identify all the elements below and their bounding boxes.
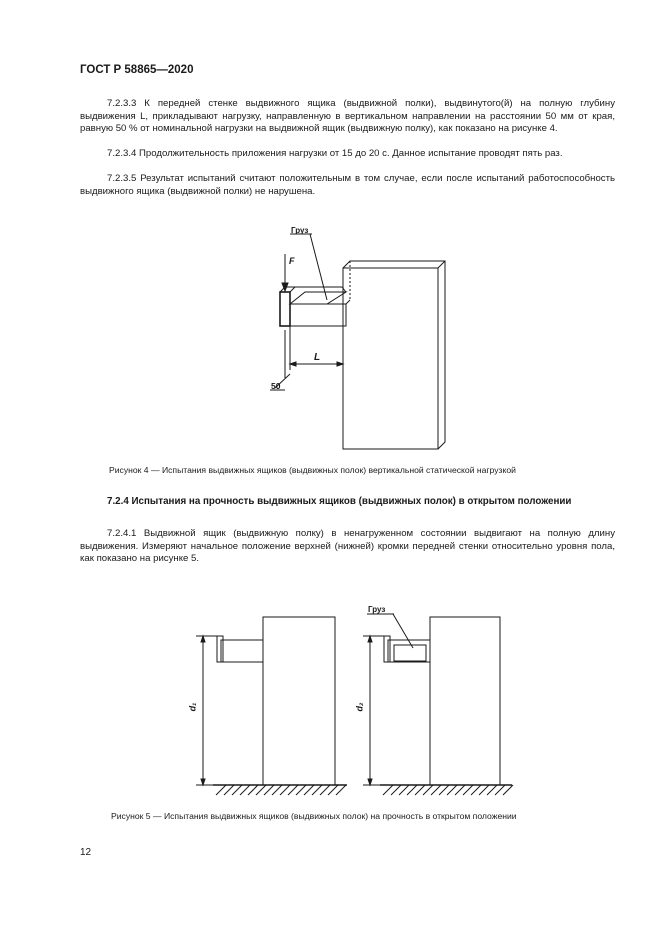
paragraph-7-2-4-1: 7.2.4.1 Выдвижной ящик (выдвижную полку) в ненагруженном состоянии выдвигают на полную длину выдвижения. Измеряют начальное положение верхней (нижней) кромки передней стенки относительно уровня пола, как показано на рисунке 5. [80, 528, 615, 565]
paragraph-7-2-3-5: 7.2.3.5 Результат испытаний считают положительным в том случае, если после испытаний работоспособность выдвижного ящика (выдвижной полки) не нарушена. [80, 173, 615, 197]
fig5-right-drawer [388, 640, 430, 662]
figure-5-caption: Рисунок 5 — Испытания выдвижных ящиков (выдвижных полок) на прочность в открытом положении [111, 811, 517, 821]
fig4-offset-label: 50 [271, 381, 281, 391]
paragraph-7-2-3-4: 7.2.3.4 Продолжительность приложения нагрузки от 15 до 20 с. Данное испытание проводят пять раз. [107, 148, 563, 159]
document-header: ГОСТ Р 58865—2020 [80, 64, 194, 76]
fig5-load-label: Груз [368, 605, 386, 614]
figure-4-caption: Рисунок 4 — Испытания выдвижных ящиков (выдвижных полок) вертикальной статической нагрузкой [109, 465, 516, 475]
section-heading-7-2-4: 7.2.4 Испытания на прочность выдвижных ящиков (выдвижных полок) в открытом положении [107, 496, 572, 507]
fig4-cabinet-top [343, 261, 445, 449]
fig4-drawer-front [280, 292, 290, 326]
fig4-drawer-body [290, 304, 346, 326]
page-number: 12 [80, 847, 92, 858]
fig5-d1-label: d₁ [187, 702, 198, 712]
fig5-left-drawer [221, 640, 263, 662]
paragraph-7-2-3-3: 7.2.3.3 К передней стенке выдвижного ящика (выдвижной полки), выдвинутого(й) на полную глубину выдвижения L, прикладывают нагрузку, направленную в вертикальном направлении на расстоянии 50 мм от края, равную 50 % от номинальной нагрузки на выдвижной ящик (выдвижную полку), как показано на рисунке 4. [80, 98, 615, 135]
fig4-length-label: L [314, 352, 321, 363]
fig5-left-cabinet [263, 617, 335, 785]
fig4-force-label: F [289, 256, 295, 266]
fig5-right-load [394, 645, 426, 661]
fig4-load-label: Груз [291, 226, 309, 235]
fig4-cabinet-front [343, 268, 438, 449]
fig5-d2-label: d₂ [354, 702, 365, 712]
fig4-load-block [290, 292, 346, 304]
fig5-right-cabinet [430, 617, 500, 785]
fig5-right-floor-hatch [383, 785, 513, 795]
fig5-left-floor-hatch [216, 785, 346, 795]
